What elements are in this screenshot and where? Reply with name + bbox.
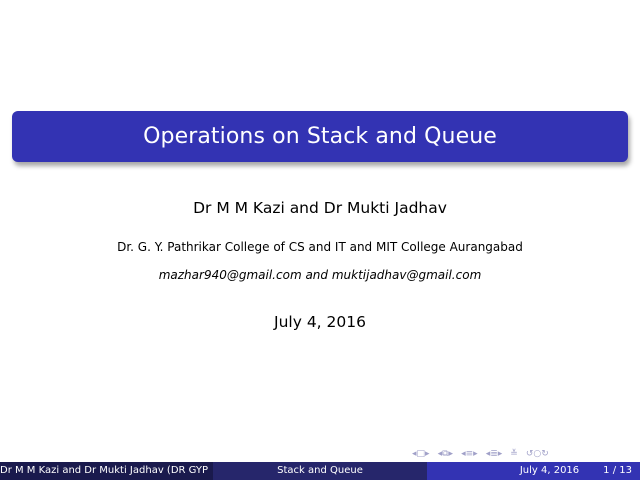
footer-author: Dr M M Kazi and Dr Mukti Jadhav (DR GYP — [0, 462, 213, 480]
nav-prev-subsection-icon[interactable]: ◂≡▸ — [461, 449, 478, 459]
footer-right-section — [427, 462, 640, 480]
nav-prev-section-icon[interactable]: ◂≣▸ — [485, 449, 503, 459]
institute-line: Dr. G. Y. Pathrikar College of CS and IT and MIT College Aurangabad — [117, 240, 523, 254]
nav-prev-frame-icon[interactable]: ◂⧉▸ — [437, 449, 454, 459]
footer-date: July 4, 2016 — [519, 465, 580, 476]
author-line: Dr M M Kazi and Dr Mukti Jadhav — [193, 199, 447, 217]
footer-bar — [0, 462, 640, 480]
slide-title: Operations on Stack and Queue — [143, 124, 497, 149]
nav-align-icon[interactable]: ≚ — [510, 449, 518, 459]
nav-first-icon[interactable]: ◂□▸ — [412, 449, 430, 459]
navigation-bar — [412, 448, 638, 460]
footer-page-number: 1 / 13 — [603, 465, 632, 476]
date-line: July 4, 2016 — [274, 313, 366, 331]
nav-search-icon[interactable]: ↺○↻ — [525, 449, 549, 459]
title-box — [12, 111, 628, 162]
email-line: mazhar940@gmail.com and muktijadhav@gmail.com — [158, 268, 482, 282]
footer-title: Stack and Queue — [213, 462, 427, 480]
